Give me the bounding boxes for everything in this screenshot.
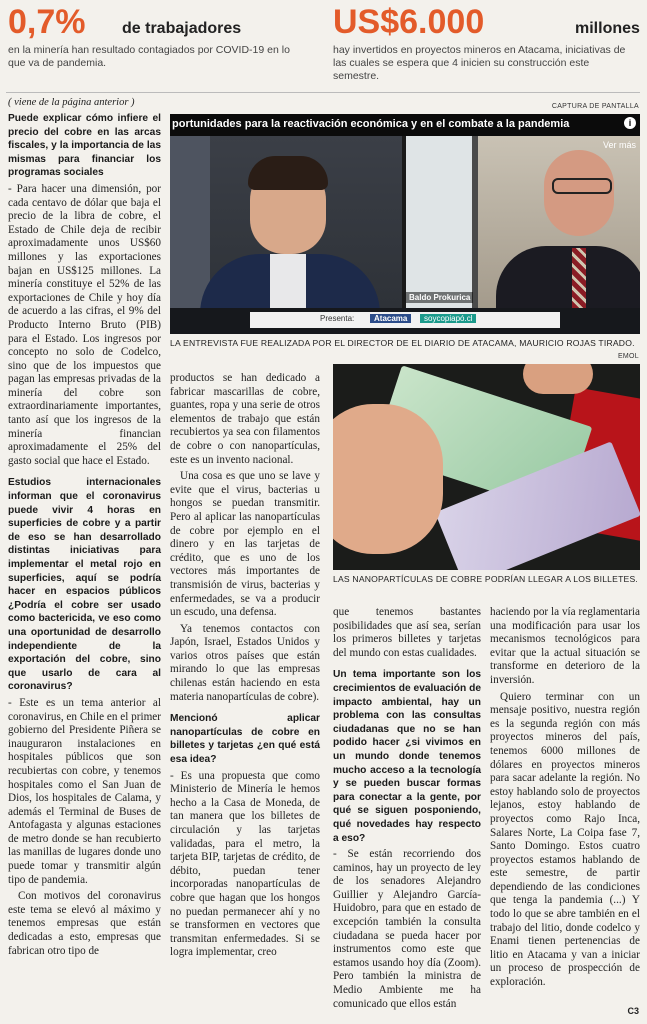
participant-left-video	[170, 136, 402, 308]
stat-left-description: en la minería han resultado contagiados por COVID-19 en lo que va de pandemia.	[8, 44, 290, 69]
paragraph-regulation: haciendo por la vía reglamentaria una modificación para usar los mecanismos tecnológicos para evitar que la actual situación se transforme en deterioro de la inversión.	[490, 606, 640, 686]
stat-right-number: US$6.000	[333, 3, 485, 41]
presenta-label: Presenta:	[320, 314, 355, 323]
window-frame	[406, 136, 478, 308]
answer-copper-price: - Para hacer una dimensión, por cada centavo de dólar que baja el precio de la libra de cobre, el Estado de Chile deja de recibir aproximadamente unos US$60 millones y las exportaciones bajan en US$125 millones. La minería constituye el 52% de las exportaciones de Chile y hoy día de acuerdo a las cifras, el 9% del Producto Interno Bruto (PIB) para el Estado. Los ingresos por concepto no solo de Codelco, sino que de los impuestos que pagan las empresas privadas de la minería del cobre son extraordinariamente importantes, tanto así que los ingresos de la minería financian aproximadamente el 25% del gasto social que hace el Estado.	[8, 182, 161, 467]
stream-banner-text: portunidades para la reactivación económica y en el combate a la pandemia	[172, 118, 570, 130]
paragraph-possibilities: que tenemos bastantes posibilidades que así sea, serían los primeros billetes y tarjetas del mundo con estas cualidades.	[333, 606, 481, 659]
column-3	[333, 606, 481, 1014]
photo-credit-screenshot: CAPTURA DE PANTALLA	[551, 103, 639, 110]
wall-panel	[170, 136, 210, 308]
paragraph-copper-products: productos se han dedicado a fabricar mascarillas de cobre, guantes, ropa y una serie de otros elementos de trabajo que están recubiertos ya sea con filamentos de cobre o con nanopartículas, este es un invento nacional.	[170, 372, 320, 466]
person-glasses	[552, 178, 612, 194]
answer-copper-bactericide: - Este es un tema anterior al coronavirus, en Chile en el primer gobierno del Presidente Piñera se inauguraron instalaciones en hospitales públicos que son recubiertas con cobre, y tenemos hospitales como el San Juan de Dios, los hospitales de Calama, y además el Terminal de Buses de Antofagasta y algunas estaciones de metro donde se han recubierto las manillas de lugares donde uno puede tomar y transmitir algún tipo de pandemia.	[8, 696, 161, 886]
paragraph-contacts: Ya tenemos contactos con Japón, Israel, Estados Unidos y varios otros países que están mirando lo que las empresas chilenas están haciendo en esta materia nanopartículas de cobre).	[170, 622, 320, 703]
paragraph-nanoparticles: Una cosa es que uno se lave y evite que el virus, bacterias u hongos se puedan transmitir. Pero al aplicar las nanopartículas de cobre por ejemplo en el dinero y en las tarjetas de crédito, que es uno de los vectores más importantes de transmisión de virus, bacterias y enfermedades, se va a producir un escudo, una defensa.	[170, 470, 320, 619]
question-copper-bactericide: Estudios internacionales informan que el coronavirus puede vivir 4 horas en superficies de cobre y a partir de eso se han desarrollado distintas iniciativas para implementar el metal rojo en superficies, aquí se podría hacer en espacios públicos ¿Podría el cobre ser usado como bactericida, ve eso como una oportunidad de desarrollo independiente de la exportación del cobre, sino que usarlo de cara al coronavirus?	[8, 477, 161, 693]
column-1	[8, 112, 161, 961]
paragraph-positive-message: Quiero terminar con un mensaje positivo, nuestra región es la segunda región con más proyectos mineros del país, tenemos 6000 millones de dólares en proyectos mineros para sacar adelante la región. No estoy hablando solo de proyectos lejanos, estoy hablando de proyectos como Rajo Inca, Salares Norte, La Coipa fase 7, Santo Domingo. Estos cuatro proyectos estamos hablando de este semestre, de partir dependiendo de las condiciones que tenga la pandemia (...) Y todo lo que se abre también en el trabajo del litio, donde codelco y Enami tienen pertenencias de litio en Atacama y van a iniciar un proceso de prospección de exploración.	[490, 690, 640, 989]
info-icon: i	[624, 117, 636, 129]
hand	[333, 404, 443, 554]
photo-credit-emol: EMOL	[617, 353, 639, 360]
column-4	[490, 606, 640, 993]
person-shirt	[270, 254, 306, 308]
photo2-caption: LAS NANOPARTÍCULAS DE COBRE PODRÍAN LLEGAR A LOS BILLETES.	[333, 574, 638, 584]
photo1-caption: LA ENTREVISTA FUE REALIZADA POR EL DIRECTOR DE EL DIARIO DE ATACAMA, MAURICIO ROJAS TIRADO.	[170, 338, 635, 348]
stat-left-number: 0,7%	[8, 3, 86, 41]
question-copper-price: Puede explicar cómo infiere el precio del cobre en las arcas fiscales, y la importancia de las mismas para financiar los programas sociales	[8, 113, 161, 179]
sponsor-bar	[170, 308, 640, 334]
answer-environmental-impact: - Se están recorriendo dos caminos, hay un proyecto de ley de los senadores Alejandro Guillier y Alejandro García-Huidobro, para que en estado de excepción también la consulta ciudadana se pueda hacer por instrumentos como este que estamos usando hoy día (Zoom). Pero también la ministra de Medio Ambiente me ha comunicado que ellos están	[333, 848, 481, 1010]
stat-left-word: de trabajadores	[122, 20, 242, 37]
column-2	[170, 372, 320, 963]
person-suit	[496, 246, 640, 308]
sponsor-bar-inner	[250, 312, 560, 328]
stat-right-word: millones	[575, 20, 640, 37]
stream-banner	[170, 114, 640, 136]
question-environmental-impact: Un tema importante son los crecimientos de evaluación de impacto ambiental, hay un problema con las consultas ciudadanas que no se han podido hacer ¿si vivimos en un mundo donde tenemos mucho acceso a la tecnología y se pueden buscar formas para conectar a la gente, por qué se siguen posponiendo, qué novedades hay respecto a eso?	[333, 669, 481, 844]
paragraph-coronavirus-motive: Con motivos del coronavirus este tema se elevó al máximo y tenemos empresas que están dedicadas a esto, empresas que fabrican otro tipo de	[8, 890, 161, 957]
question-bills-cards: Mencionó aplicar nanopartículas de cobre en billetes y tarjetas ¿en qué está esa idea?	[170, 713, 320, 766]
hand-right	[523, 364, 593, 394]
video-call-screenshot	[170, 114, 640, 334]
end-mark: C3	[627, 1006, 639, 1016]
person-tie	[572, 248, 586, 308]
answer-bills-cards: - Es una propuesta que como Ministerio de Minería le hemos hecho a la Casa de Moneda, de tan manera que los billetes de circulación y las tarjetas validadas, para el metro, la tarjeta BIP, tarjetas de crédito, de débito, puedan tener incorporadas nanopartículas de cobre que hagan que los hongos no puedan permanecer ahí y no se transformen en vectores que transmitan enfermedades. Si se logra implementar, creo	[170, 769, 320, 959]
name-tag: Baldo Prokurica	[406, 292, 473, 303]
person-hair	[248, 156, 328, 190]
ver-mas-link[interactable]: Ver más	[602, 140, 636, 150]
participant-right-video	[406, 136, 640, 308]
continued-note: ( viene de la página anterior )	[8, 97, 135, 108]
sponsor-logo-1: Atacama	[370, 314, 411, 323]
sponsor-logo-2: soycopiapó.cl	[420, 314, 476, 323]
header-divider	[6, 92, 640, 93]
stat-right-description: hay invertidos en proyectos mineros en Atacama, iniciativas de las cuales se espera que 4 inicien su construcción este semestre.	[333, 44, 626, 82]
banknotes-photo	[333, 364, 640, 570]
